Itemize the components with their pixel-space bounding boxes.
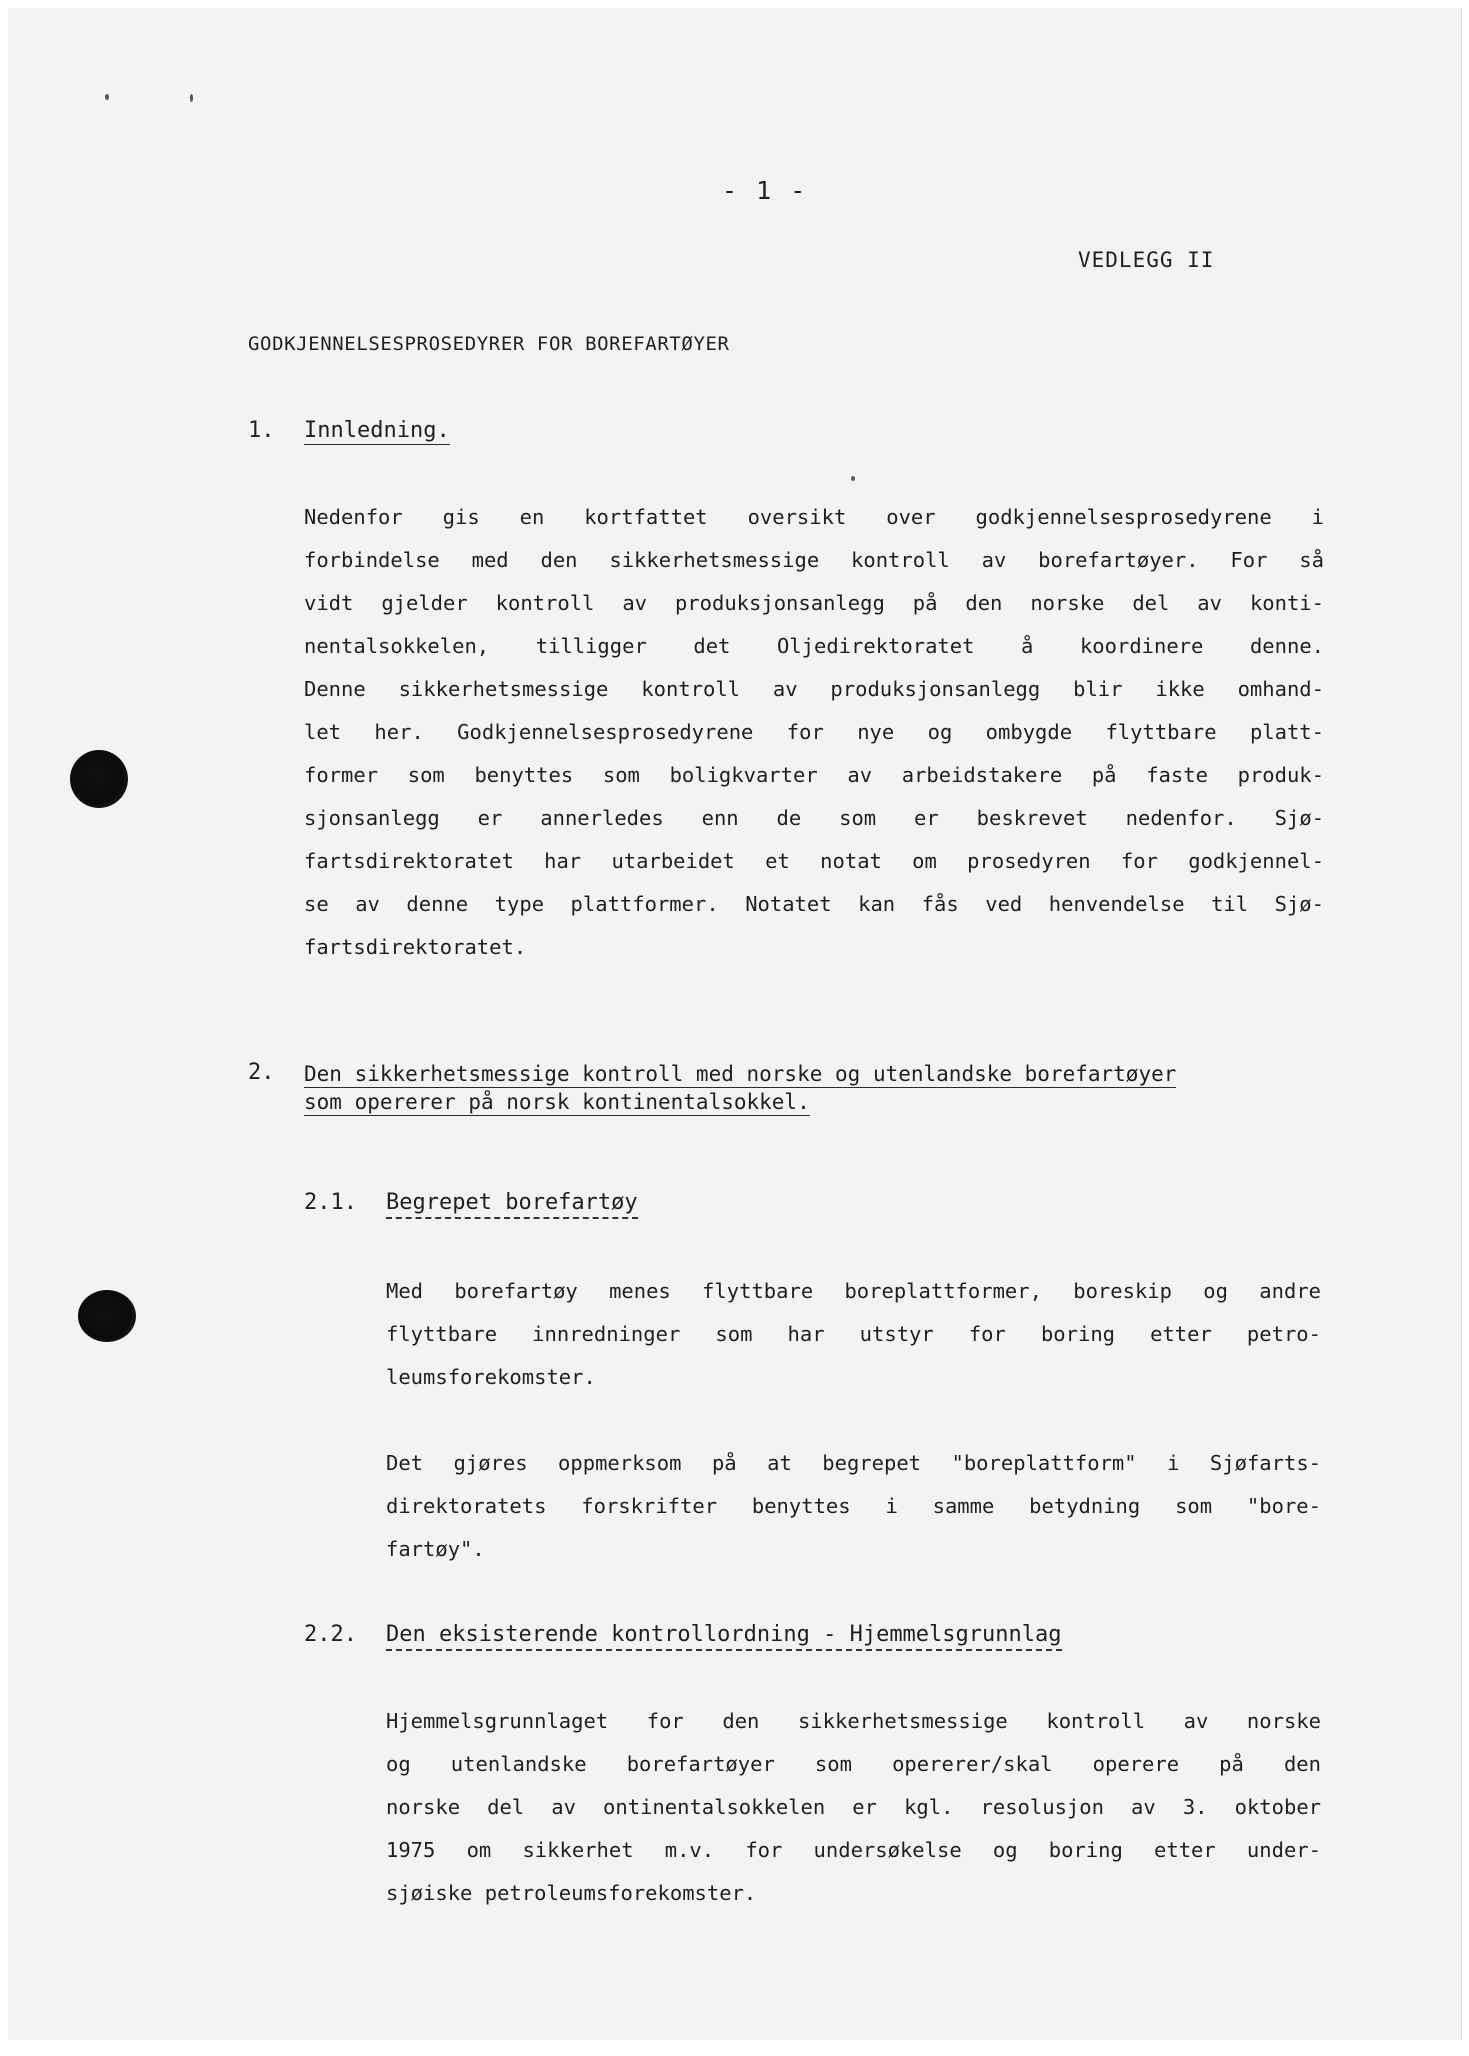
section-2-2-heading-text: Den eksisterende kontrollordning - Hjemmelsgrunnlag [386,1622,1062,1651]
text-line: og utenlandske borefartøyer som opererer/skal operere på den [386,1752,1321,1776]
text-line: sjøiske petroleumsforekomster. [386,1881,757,1905]
text-line: Hjemmelsgrunnlaget for den sikkerhetsmessige kontroll av norske [386,1709,1321,1733]
text-line: fartsdirektoratet. [304,935,527,959]
text-line: let her. Godkjennelsesprosedyrene for nye og ombygde flyttbare platt- [304,720,1324,744]
speck [105,94,109,100]
text-line: Nedenfor gis en kortfattet oversikt over godkjennelsesprosedyrene i [304,505,1324,529]
section-1-heading-text: Innledning. [304,418,450,443]
section-2-2-heading [386,1622,1062,1647]
speck [851,476,855,481]
document-page [8,8,1462,2040]
section-2-1-number: 2.1. [304,1190,357,1215]
section-2-2-body [386,1700,1321,1915]
text-line: sjonsanlegg er annerledes enn de som er beskrevet nedenfor. Sjø- [304,806,1324,830]
section-2-1-paragraph-2 [386,1442,1321,1571]
text-line: leumsforekomster. [386,1365,596,1389]
section-2-number: 2. [248,1060,275,1085]
section-2-2-number: 2.2. [304,1622,357,1647]
text-line: direktoratets forskrifter benyttes i samme betydning som "bore- [386,1494,1321,1518]
section-2-heading-line-2: som opererer på norsk kontinentalsokkel. [304,1090,810,1114]
section-2-1-heading [386,1190,638,1215]
document-title: GODKJENNELSESPROSEDYRER FOR BOREFARTØYER [248,333,730,355]
attachment-label: VEDLEGG II [1078,248,1215,272]
speck [190,94,193,102]
text-line: Denne sikkerhetsmessige kontroll av produksjonsanlegg blir ikke omhand- [304,677,1324,701]
text-line: flyttbare innredninger som har utstyr for boring etter petro- [386,1322,1321,1346]
text-line: fartsdirektoratet har utarbeidet et notat om prosedyren for godkjennel- [304,849,1324,873]
section-1-body [304,496,1324,969]
text-line: forbindelse med den sikkerhetsmessige kontroll av borefartøyer. For så [304,548,1324,572]
text-line: Med borefartøy menes flyttbare boreplattformer, boreskip og andre [386,1279,1321,1303]
punch-hole-top [70,750,128,808]
section-2-1-paragraph-1 [386,1270,1321,1399]
text-line: fartøy". [386,1537,485,1561]
punch-hole-bottom [78,1290,136,1342]
section-2-heading [304,1060,1176,1116]
text-line: nentalsokkelen, tilligger det Oljedirektoratet å koordinere denne. [304,634,1324,658]
text-line: 1975 om sikkerhet m.v. for undersøkelse og boring etter under- [386,1838,1321,1862]
text-line: Det gjøres oppmerksom på at begrepet "boreplattform" i Sjøfarts- [386,1451,1321,1475]
section-1-number: 1. [248,418,275,443]
text-line: former som benyttes som boligkvarter av arbeidstakere på faste produk- [304,763,1324,787]
text-line: se av denne type plattformer. Notatet kan fås ved henvendelse til Sjø- [304,892,1324,916]
text-line: norske del av ontinentalsokkelen er kgl. resolusjon av 3. oktober [386,1795,1321,1819]
section-1-heading [304,418,450,443]
section-2-heading-line-1: Den sikkerhetsmessige kontroll med norske og utenlandske borefartøyer [304,1062,1177,1086]
text-line: vidt gjelder kontroll av produksjonsanlegg på den norske del av konti- [304,591,1324,615]
section-2-1-heading-text: Begrepet borefartøy [386,1190,638,1219]
page-number: - 1 - [722,176,808,205]
